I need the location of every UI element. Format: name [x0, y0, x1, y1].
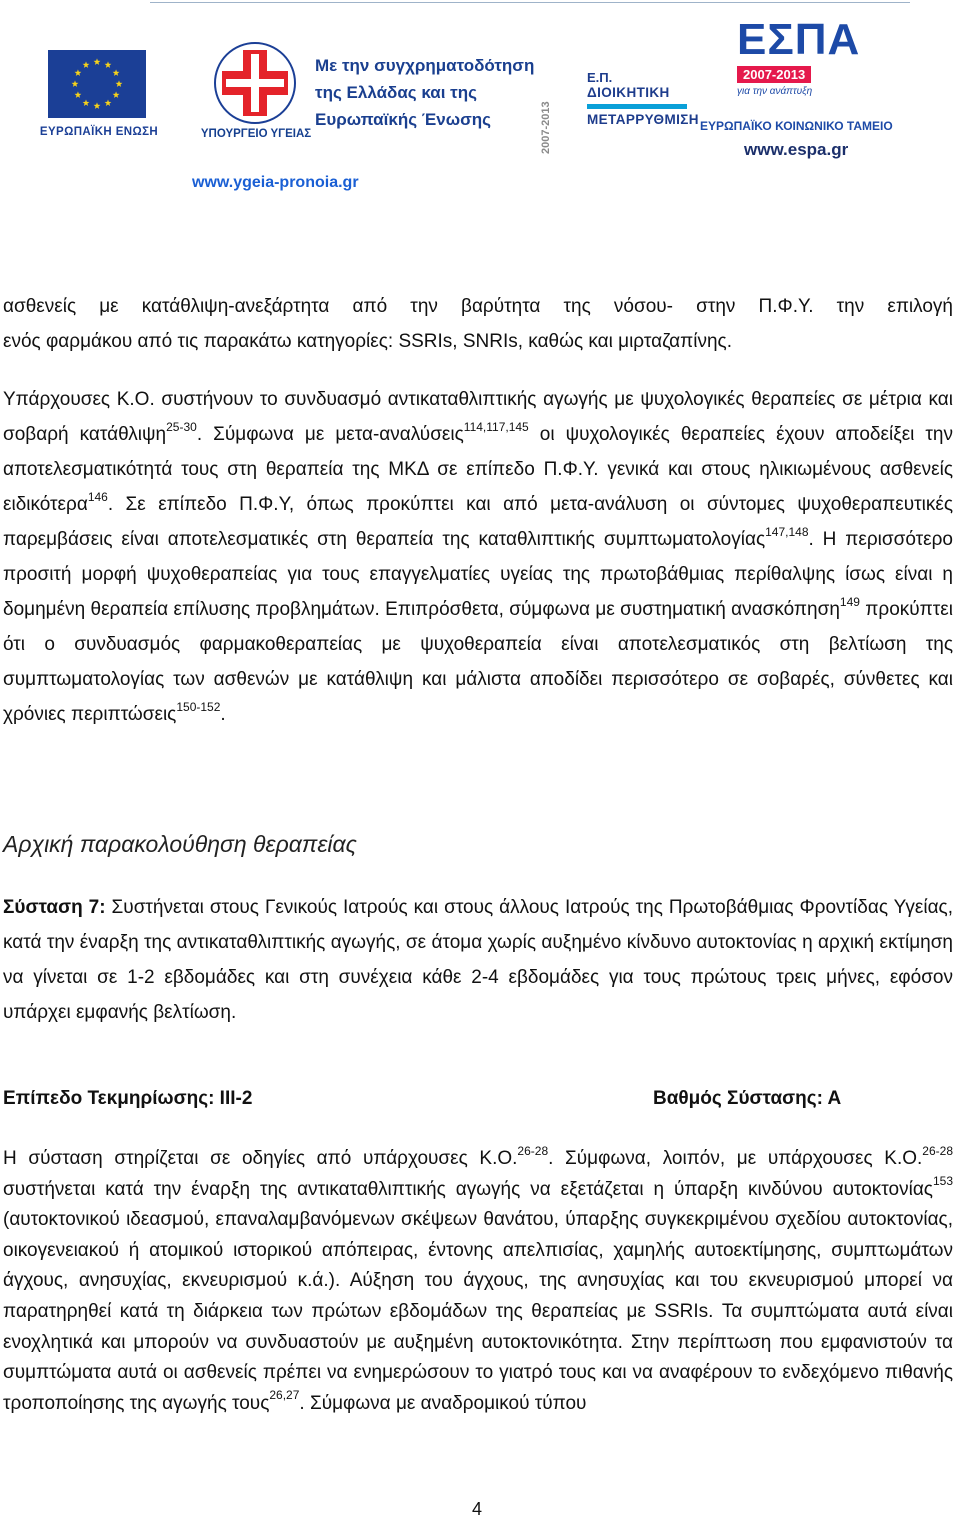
cofinance-line-2: της Ελλάδας και της — [315, 83, 477, 102]
espa-logo — [737, 16, 897, 97]
recommendation-text — [3, 890, 953, 1030]
para2-t2: . Σύμφωνα με μετα-αναλύσεις — [196, 424, 464, 445]
para2-text — [3, 382, 953, 732]
espa-fund: ΕΥΡΩΠΑΪΚΟ ΚΟΙΝΩΝΙΚΟ ΤΑΜΕΙΟ — [700, 119, 893, 133]
cofinance-line-1: Με την συγχρηματοδότηση — [315, 56, 535, 75]
evidence-level: Επίπεδο Τεκμηρίωσης: ΙΙΙ-2 — [3, 1088, 253, 1109]
cofinance-text — [315, 52, 534, 133]
paragraph-1 — [3, 289, 953, 359]
ep-divider — [587, 104, 687, 109]
evidence-row — [3, 1088, 953, 1110]
espa-url: www.espa.gr — [744, 140, 849, 159]
ep-line-1: ΔΙΟΙΚΗΤΙΚΗ — [587, 85, 670, 100]
eu-flag-icon — [48, 50, 146, 118]
citation: 26,27 — [269, 1388, 300, 1403]
citation: 26-28 — [517, 1143, 549, 1158]
espa-title: ΕΣΠΑ — [737, 15, 861, 64]
citation: 149 — [839, 594, 860, 609]
section-heading: Αρχική παρακολούθηση θεραπείας — [3, 831, 357, 857]
citation: 150-152 — [176, 699, 221, 714]
ep-top: Ε.Π. — [587, 70, 613, 85]
para2-t6: προκύπτει ότι ο συνδυασμός φαρμακοθεραπείας με ψυχοθεραπεία είναι αποτελεσματικός στη βελτίωση της συμπτωματολογίας των ασθενών με κατάθλιψη και μάλιστα αποδίδει περισσότερο σε σοβαρές, σύνθετες και χρόνιες περιπτώσεις — [3, 599, 953, 725]
para3-t4: (αυτοκτονικού ιδεασμού, επαναλαμβανόμενων σκέψεων θανάτου, ύπαρξης συγκεκριμένου σχεδίου αυτοκτονίας, οικογενειακού ή ατομικού ιστορικού απόπειρας, έντονης απελπισίας, χαμηλής αυτοεκτίμησης, συμπτωμάτων άγχους, ανησυχίας, εκνευρισμού κ.ά.). Αύξηση του άγχους, της ανησυχίας και του εκνευρισμού μπορεί να παρατηρηθεί κατά τη διάρκεια των πρώτων εβδομάδων της θεραπείας με SSRIs. Τα συμπτώματα αυτά είναι ενοχλητικά και μπορούν να συνδυαστούν με αυξημένη αυτοκτονικότητα. Στην περίπτωση που εμφανιστούν τα συμπτώματα αυτά οι ασθενείς πρέπει να ενημερώσουν το γιατρό τους και να αναφέρουν το ενδεχόμενο πιθανής τροποποίησης της αγωγής τους — [3, 1209, 953, 1414]
citation: 26-28 — [922, 1143, 953, 1158]
side-years-text: 2007-2013 — [540, 101, 552, 154]
para3-text — [3, 1144, 953, 1419]
para2-t4: . Σε επίπεδο Π.Φ.Υ, όπως προκύπτει και από μετα-ανάλυση οι σύντομες ψυχοθεραπευτικές παρεμβάσεις είναι αποτελεσματικές στη θεραπεία της καταθλιπτικής συμπτωματολογίας — [3, 494, 953, 550]
para3-t3: συστήνεται κατά την έναρξη της αντικαταθλιπτικής αγωγής να εξετάζεται η ύπαρξη κινδύνου αυτοκτονίας — [3, 1178, 933, 1200]
citation: 147,148 — [765, 524, 809, 539]
recommendation-grade: Βαθμός Σύστασης: Α — [653, 1088, 842, 1109]
side-years-vertical — [538, 66, 552, 156]
para3-t2: . Σύμφωνα, λοιπόν, με υπάρχουσες Κ.Ο. — [548, 1148, 923, 1169]
recommendation-body: Συστήνεται στους Γενικούς Ιατρούς και στους άλλους Ιατρούς της Πρωτοβάθμιας Φροντίδας Υγείας, κατά την έναρξη της αντικαταθλιπτικής αγωγής, σε άτομα χωρίς αυξημένο κίνδυνο αυτοκτονίας η αρχική εκτίμηση να γίνεται σε 1-2 εβδομάδες και στη συνέχεια κάθε 2-4 εβδομάδες για τους πρώτους τρεις μήνες, εφόσον υπάρχει εμφανής βελτίωση. — [3, 897, 953, 1023]
cofinance-line-3: Ευρωπαϊκής Ένωσης — [315, 110, 491, 129]
espa-slogan: για την ανάπτυξη — [737, 86, 813, 97]
para1-line2: ενός φαρμάκου από τις παρακάτω κατηγορίες: SSRIs, SNRIs, καθώς και μιρταζαπίνης. — [3, 331, 732, 352]
citation: 146 — [87, 489, 108, 504]
para2-t3: οι ψυχολογικές θεραπείες έχουν αποδείξει την αποτελεσματικότητά τους στη θεραπεία της ΜΚΔ σε επίπεδο Π.Φ.Υ. γενικά και στους ηλικιωμένους ασθενείς ειδικότερα — [3, 424, 953, 515]
para2-t7: . — [220, 704, 226, 725]
eu-label: ΕΥΡΩΠΑΪΚΗ ΕΝΩΣΗ — [39, 126, 159, 138]
recommendation-label: Σύσταση 7: — [3, 897, 106, 918]
citation: 114,117,145 — [463, 419, 529, 434]
page-number: 4 — [472, 1499, 483, 1519]
para1-line1: ασθενείς με κατάθλιψη-ανεξάρτητα από την βαρύτητα της νόσου- στην Π.Φ.Υ. την επιλογή — [3, 296, 953, 317]
ministry-url: www.ygeia-pronoia.gr — [192, 174, 359, 191]
ep-logo — [587, 70, 699, 128]
ministry-of-health-logo-icon — [205, 40, 305, 126]
paragraph-2 — [3, 382, 953, 732]
citation: 153 — [932, 1174, 953, 1189]
citation: 25-30 — [166, 419, 197, 434]
header-logos — [0, 0, 960, 205]
recommendation — [3, 890, 953, 1030]
paragraph-3 — [3, 1144, 953, 1419]
para2-t1: Υπάρχουσες Κ.Ο. συστήνουν το συνδυασμό αντικαταθλιπτικής αγωγής με ψυχολογικές θεραπείες σε μέτρια και σοβαρή κατάθλιψη — [3, 389, 953, 445]
para3-t5: . Σύμφωνα με αναδρομικού τύπου — [299, 1392, 587, 1414]
para2-t5: . Η περισσότερο προσιτή μορφή ψυχοθεραπείας για τους επαγγελματίες υγείας της πρωτοβάθμιας περίθαλψης ίσως είναι η δομημένη θεραπεία επίλυσης προβλημάτων. Επιπρόσθετα, σύμφωνα με συστηματική ανασκόπηση — [3, 529, 953, 620]
ep-line-2: ΜΕΤΑΡΡΥΘΜΙΣΗ — [587, 112, 699, 127]
ministry-label: ΥΠΟΥΡΓΕΙΟ ΥΓΕΙΑΣ — [200, 128, 312, 140]
espa-years: 2007-2013 — [737, 66, 811, 83]
para3-t1: Η σύσταση στηρίζεται σε οδηγίες από υπάρχουσες Κ.Ο. — [3, 1148, 518, 1169]
